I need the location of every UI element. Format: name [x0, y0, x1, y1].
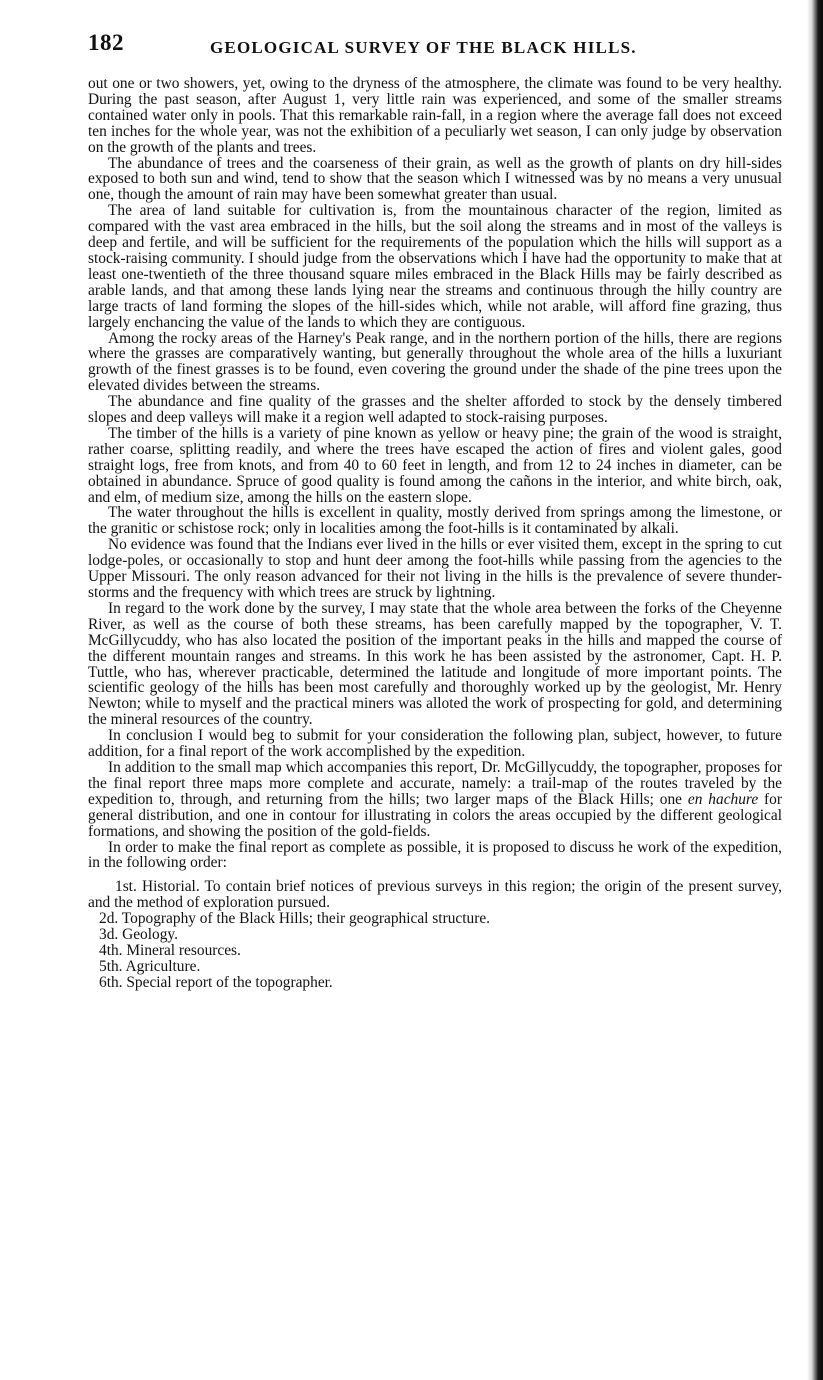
maps-text-before: In addition to the small map which accompanies this report, Dr. McGillycuddy, the topographer, proposes for the final report three maps more complete and accurate, namely: a trail-map of the routes traveled by the expedition to, through, and returning from the hills; two larger maps of the Black Hills; one: [88, 758, 782, 808]
paragraph-timber: The timber of the hills is a variety of pine known as yellow or heavy pine; the grain of the wood is straight, rather coarse, splitting readily, and where the trees have escaped the action of fires and violent gales, good straight logs, free from knots, and from 40 to 60 feet in length, and from 12 to 24 inches in diameter, can be obtained in abundance. Spruce of good quality is found among the cañons in the interior, and white birch, oak, and elm, of medium size, among the hills on the eastern slope.: [88, 424, 782, 506]
page-header: [88, 30, 788, 66]
paragraph-water: The water throughout the hills is excellent in quality, mostly derived from springs among the limestone, or the granitic or schistose rock; only in localities among the foot-hills is it contaminated by alkali.: [88, 504, 782, 538]
paragraph-trees: The abundance of trees and the coarseness of their grain, as well as the growth of plants on dry hill-sides exposed to both sun and wind, tend to show that the season which I witnessed was by no means a very unusual one, though the amount of rain may have been somewhat greater than usual.: [88, 154, 782, 204]
paragraph-stock-raising: The abundance and fine quality of the grasses and the shelter afforded to stock by the densely timbered slopes and deep valleys will make it a region well adapted to stock-raising purposes.: [88, 393, 782, 427]
report-plan-list: [88, 879, 782, 990]
paragraph-report-order: In order to make the final report as complete as possible, it is proposed to discuss he work of the expedition, in the following order:: [88, 838, 782, 872]
list-item: 5th. Agriculture.: [99, 957, 201, 975]
paragraph-conclusion: In conclusion I would beg to submit for your consideration the following plan, subject, however, to future addition, for a final report of the work accomplished by the expedition.: [88, 727, 782, 761]
page-number: 182: [88, 30, 124, 55]
body-text: [88, 76, 782, 991]
running-title: GEOLOGICAL SURVEY OF THE BLACK HILLS.: [210, 38, 637, 57]
scan-page-edge: [807, 0, 823, 1380]
paragraph-grasses: Among the rocky areas of the Harney's Peak range, and in the northern portion of the hills, there are regions where the grasses are comparatively wanting, but generally throughout the whole area of the hills a luxuriant growth of the finest grasses is to be found, even covering the ground under the shade of the pine trees upon the elevated divides between the streams.: [88, 329, 782, 395]
paragraph-indians: No evidence was found that the Indians ever lived in the hills or ever visited them, except in the spring to cut lodge-poles, or occasionally to stop and hunt deer among the foot-hills while passing from the agencies to the Upper Missouri. The only reason advanced for their not living in the hills is the prevalence of severe thunder-storms and the frequency with which trees are struck by lightning.: [88, 536, 782, 601]
list-item: 1st. Historial. To contain brief notices of previous surveys in this region; the origin of the present survey, and the method of exploration pursued.: [88, 878, 782, 912]
list-item: 6th. Special report of the topographer.: [99, 973, 333, 991]
list-item: 2d. Topography of the Black Hills; their geographical structure.: [99, 910, 490, 928]
paragraph-arable-land: The area of land suitable for cultivation is, from the mountainous character of the region, limited as compared with the vast area embraced in the hills, but the soil along the streams and in most of the valleys is deep and fertile, and will be sufficient for the requirements of the population which the hills will support as a stock-raising community. I should judge from the observations which I have had the opportunity to make that at least one-twentieth of the three thousand square miles embraced in the Black Hills may be fairly described as arable lands, and that among these lands lying near the streams and continuous through the hilly country are large tracts of land forming the slopes of the hill-sides which, while not arable, will afford fine grazing, thus largely enchancing the value of the lands to which they are contiguous.: [88, 202, 782, 331]
paragraph-survey-work: In regard to the work done by the survey, I may state that the whole area between the forks of the Cheyenne River, as well as the course of both these streams, has been carefully mapped by the topographer, V. T. McGillycuddy, who has also located the position of the important peaks in the hills and mapped the course of the different mountain ranges and streams. In this work he has been assisted by the astronomer, Capt. H. P. Tuttle, who has, wherever practicable, determined the latitude and longitude of more important points. The scientific geology of the hills has been most carefully and thoroughly worked up by the geologist, Mr. Henry Newton; while to myself and the practical miners was alloted the work of prospecting for gold, and determining the mineral resources of the country.: [88, 599, 782, 729]
maps-text-after: for general distribution, and one in contour for illustrating in colors the areas occupied by the different geological formations, and showing the position of the gold-fields.: [88, 790, 782, 840]
paragraph-climate: out one or two showers, yet, owing to the dryness of the atmosphere, the climate was found to be very healthy. During the past season, after August 1, very little rain was experienced, and some of the smaller streams contained water only in pools. That this remarkable rain-fall, in a region where the average fall does not exceed ten inches for the whole year, was not the exhibition of a peculiarly wet season, I can only judge by observation on the growth of the plants and trees.: [88, 75, 782, 156]
list-item: 3d. Geology.: [99, 926, 178, 944]
list-item: 4th. Mineral resources.: [99, 941, 241, 959]
maps-text-italic: en hachure: [687, 790, 759, 808]
paragraph-maps: [88, 760, 782, 840]
